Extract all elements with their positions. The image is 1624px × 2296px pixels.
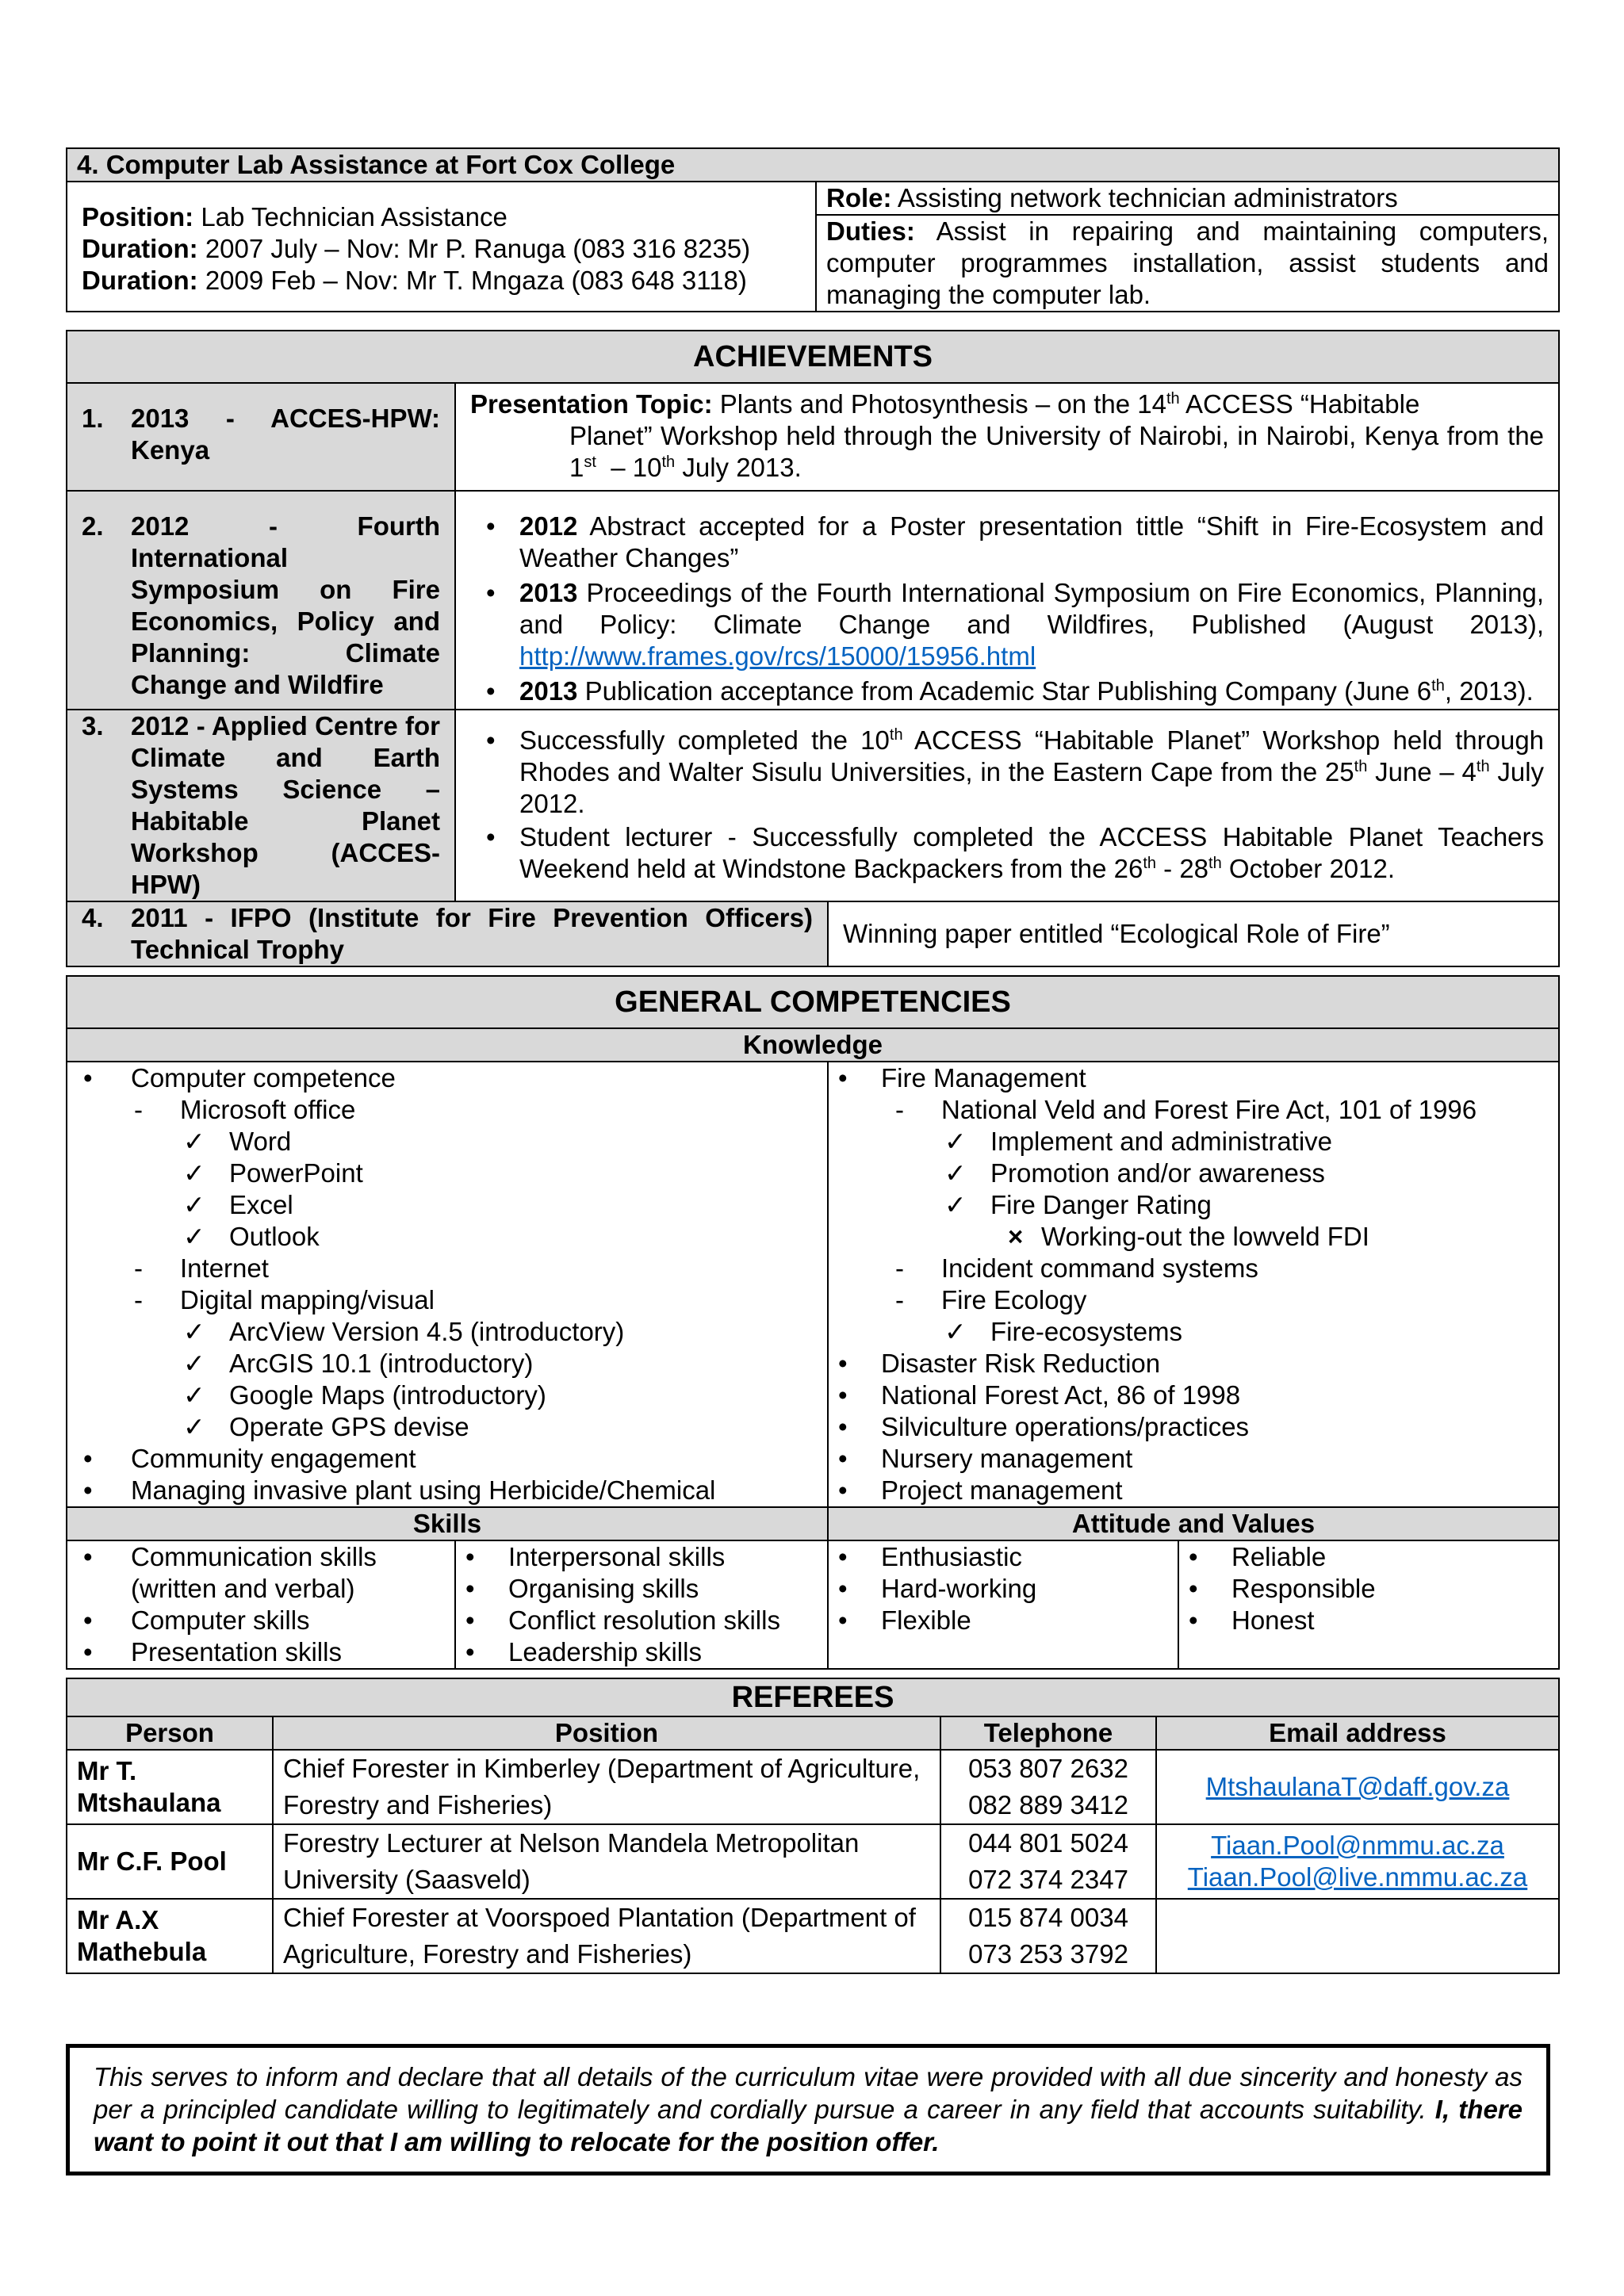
achievement-1-detail: Presentation Topic: Plants and Photosynthesis – on the 14th ACCESS “Habitable Planet” Workshop held through the University of Nairobi, in Nairobi, Kenya from the 1st – 10th July 2013. <box>455 383 1559 491</box>
referee-row: Mr A.X Mathebula Chief Forester at Voorspoed Plantation (Department of Agriculture, Forestry and Fisheries) 015 874 0034 073 253 3792 <box>67 1899 1559 1973</box>
knowledge-right: • Fire Management - National Veld and Forest Fire Act, 101 of 1996 ✓ Implement and administrative ✓ Promotion and/or awareness ✓ Fire Danger Rating × Working-out the lowveld FDI - Incident command systems - Fire Ecology ✓ Fire-ecosystems • Disaster Risk Reduction • National Forest Act, 86 of 1998 • Silviculture operations/practices • Nursery management • Project management <box>828 1062 1559 1507</box>
col-email: Email address <box>1156 1716 1559 1750</box>
achievement-1-topic: Plants and Photosynthesis – on the 14th ACCESS “Habitable Planet” Workshop held through the University of Nairobi, in Nairobi, Kenya from the 1st – 10th July 2013. <box>569 389 1545 482</box>
declaration-box <box>66 2044 1550 2175</box>
declaration-bold-text: I, there want to point it out that I am willing to relocate for the position offer. <box>94 2095 1522 2156</box>
competencies-heading: GENERAL COMPETENCIES <box>67 976 1559 1028</box>
achievement-2-title-cell: 2. 2012 - Fourth International Symposium on Fire Economics, Policy and Planning: Climate Change and Wildfire <box>67 491 455 710</box>
attitude-col-1: • Enthusiastic • Hard-working • Flexible <box>828 1540 1178 1669</box>
skills-col-1: • Communication skills (written and verbal) • Computer skills • Presentation skills <box>67 1540 455 1669</box>
job-entry-table <box>66 147 1560 312</box>
achievement-2-item-3: • 2013 Publication acceptance from Academic Star Publishing Company (June 6th, 2013). <box>470 675 1544 707</box>
job-role-cell: Role: Assisting network technician administrators <box>816 182 1559 215</box>
achievement-3-item-2: • Student lecturer - Successfully completed the ACCESS Habitable Planet Teachers Weekend held at Windstone Backpackers from the 26th - 28th October 2012. <box>470 821 1544 885</box>
achievement-4-detail: Winning paper entitled “Ecological Role of Fire” <box>828 901 1559 966</box>
col-person: Person <box>67 1716 273 1750</box>
achievement-3-item-1: • Successfully completed the 10th ACCESS “Habitable Planet” Workshop held through Rhodes and Walter Sisulu Universities, in the Eastern Cape from the 25th June – 4th July 2012. <box>470 725 1544 820</box>
referee-email-link[interactable]: MtshaulanaT@daff.gov.za <box>1205 1772 1510 1801</box>
job-duration-2: 2009 Feb – Nov: Mr T. Mngaza (083 648 3118) <box>197 266 747 295</box>
declaration-text: This serves to inform and declare that all details of the curriculum vitae were provided with all due sincerity and honesty as per a principled candidate willing to legitimately and cordially pursue a career in any field that accounts suitability. <box>94 2062 1522 2124</box>
job-title-cell <box>67 148 1559 182</box>
job-role: Assisting network technician administrators <box>891 183 1398 212</box>
achievement-3-title-cell: 3. 2012 - Applied Centre for Climate and Earth Systems Science – Habitable Planet Workshop (ACCES-HPW) <box>67 710 455 901</box>
referee-email-link[interactable]: Tiaan.Pool@nmmu.ac.za <box>1211 1831 1504 1860</box>
job-title: 4. Computer Lab Assistance at Fort Cox College <box>77 150 676 179</box>
attitude-heading: Attitude and Values <box>828 1507 1559 1540</box>
job-details-cell: Position: Lab Technician Assistance Duration: 2007 July – Nov: Mr P. Ranuga (083 316 8235) Duration: 2009 Feb – Nov: Mr T. Mngaza (083 648 3118) <box>67 182 816 312</box>
achievement-3-title: 2012 - Applied Centre for Climate and Earth Systems Science – Habitable Planet Workshop (ACCES-HPW) <box>131 711 440 899</box>
col-telephone: Telephone <box>940 1716 1156 1750</box>
achievement-2-title: 2012 - Fourth International Symposium on Fire Economics, Policy and Planning: Climate Change and Wildfire <box>131 511 440 699</box>
job-duties: Assist in repairing and maintaining computers, computer programmes installation, assist students and managing the computer lab. <box>826 216 1549 309</box>
referee-row: Mr T. Mtshaulana Chief Forester in Kimberley (Department of Agriculture, Forestry and Fisheries) 053 807 2632 082 889 3412 MtshaulanaT@daff.gov.za <box>67 1750 1559 1824</box>
knowledge-heading: Knowledge <box>67 1028 1559 1062</box>
achievements-table <box>66 330 1560 967</box>
achievement-4-title: 2011 - IFPO (Institute for Fire Prevention Officers) Technical Trophy <box>131 903 813 964</box>
col-position: Position <box>273 1716 940 1750</box>
skills-col-2: • Interpersonal skills • Organising skills • Conflict resolution skills • Leadership skills <box>455 1540 828 1669</box>
achievement-2-item-2: • 2013 Proceedings of the Fourth International Symposium on Fire Economics, Planning, and Policy: Climate Change and Wildfires, Published (August 2013), http://www.frames.gov/rcs/15000/15956.html <box>470 577 1544 672</box>
achievement-2-item-1: • 2012 Abstract accepted for a Poster presentation tittle “Shift in Fire-Ecosystem and Weather Changes” <box>470 511 1544 574</box>
job-duration-1: 2007 July – Nov: Mr P. Ranuga (083 316 8235) <box>197 234 751 263</box>
referee-email-link[interactable]: Tiaan.Pool@live.nmmu.ac.za <box>1187 1862 1528 1892</box>
referee-row: Mr C.F. Pool Forestry Lecturer at Nelson Mandela Metropolitan University (Saasveld) 044 801 5024 072 374 2347 Tiaan.Pool@nmmu.ac.za Tiaan.Pool@live.nmmu.ac.za <box>67 1824 1559 1899</box>
achievement-2-detail <box>455 491 1559 710</box>
referees-heading: REFEREES <box>67 1678 1559 1716</box>
referees-table <box>66 1678 1560 1974</box>
skills-heading: Skills <box>67 1507 828 1540</box>
achievements-heading: ACHIEVEMENTS <box>67 331 1559 383</box>
job-position: Lab Technician Assistance <box>193 202 508 232</box>
attitude-col-2: • Reliable • Responsible • Honest <box>1178 1540 1559 1669</box>
proceedings-link[interactable]: http://www.frames.gov/rcs/15000/15956.html <box>519 641 1036 671</box>
knowledge-left: • Computer competence - Microsoft office ✓ Word ✓ PowerPoint ✓ Excel ✓ Outlook - Internet - Digital mapping/visual ✓ ArcView Version 4.5 (introductory) ✓ ArcGIS 10.1 (introductory) ✓ Google Maps (introductory) ✓ Operate GPS devise • Community engagement • Managing invasive plant using Herbicide/Chemical <box>67 1062 828 1507</box>
achievement-1-title: 2013 - ACCES-HPW: Kenya <box>131 404 440 465</box>
cv-page <box>66 147 1558 1974</box>
competencies-table <box>66 975 1560 1670</box>
achievement-4-title-cell: 4. 2011 - IFPO (Institute for Fire Prevention Officers) Technical Trophy <box>67 901 828 966</box>
achievement-1-title-cell: 1. 2013 - ACCES-HPW: Kenya <box>67 383 455 491</box>
job-duties-cell: Duties: Assist in repairing and maintaining computers, computer programmes installation, assist students and managing the computer lab. <box>816 215 1559 312</box>
achievement-3-detail <box>455 710 1559 901</box>
